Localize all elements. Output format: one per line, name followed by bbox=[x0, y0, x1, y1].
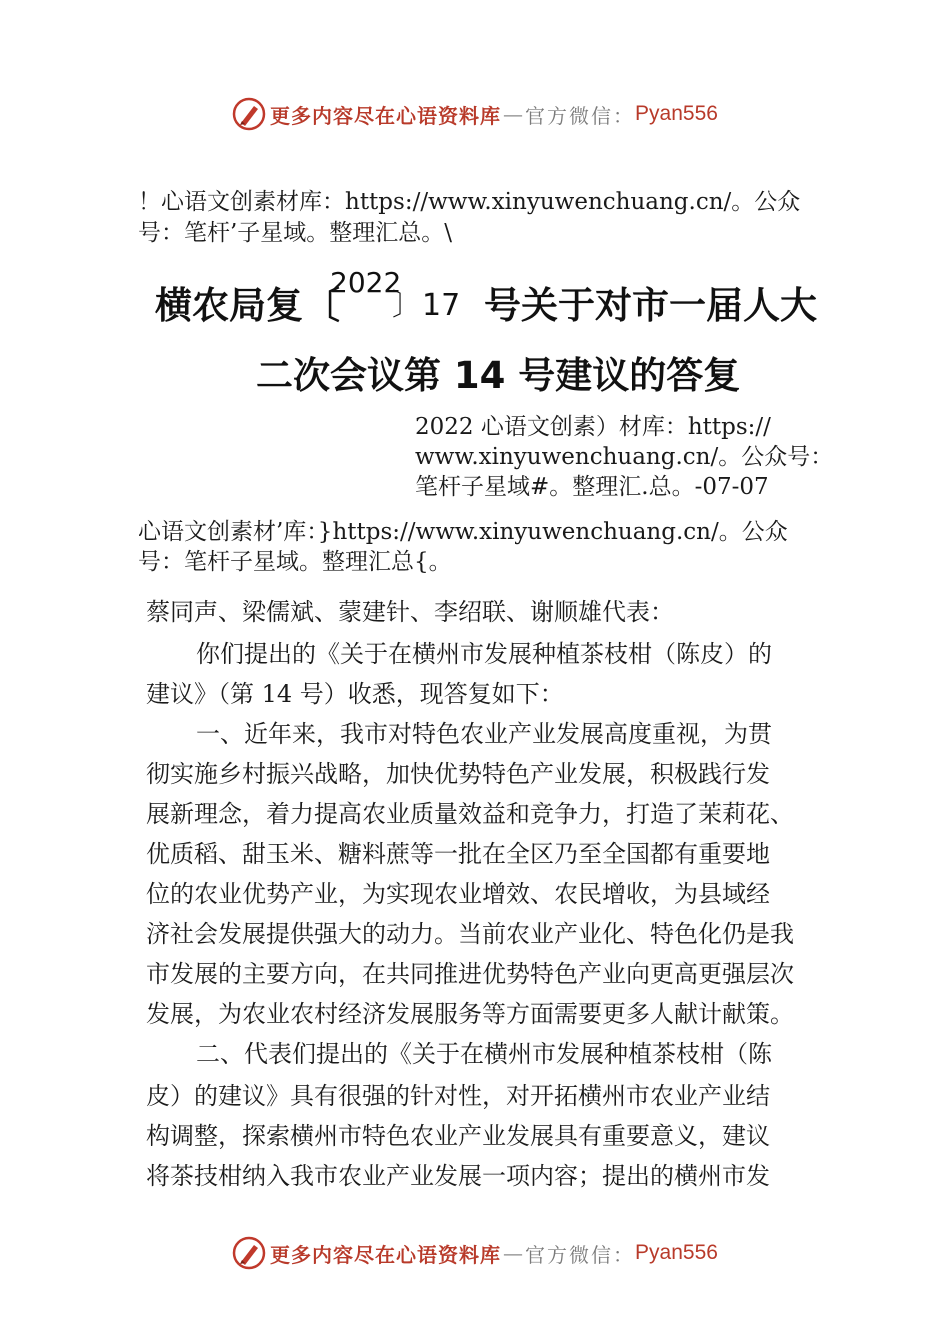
addressees: 蔡同声、梁儒斌、蒙建针、李绍联、谢顺雄代表： bbox=[146, 598, 674, 626]
watermark-separator: — bbox=[503, 102, 524, 126]
watermark-main-text: 更多内容尽在心语资料库 bbox=[270, 103, 502, 128]
watermark-separator: — bbox=[503, 1241, 524, 1265]
paragraph-2-line: 发展，为农业农村经济发展服务等方面需要更多人献计献策。 bbox=[146, 1000, 794, 1028]
title-year: 2022 bbox=[330, 266, 402, 299]
right-block-line-3: 笔杆子星域#。整理汇.总。-07-07 bbox=[415, 474, 769, 500]
paragraph-3-line: 皮）的建议》具有很强的针对性，对开拓横州市农业产业结 bbox=[146, 1082, 770, 1110]
paragraph-2-line: 彻实施乡村振兴战略，加快优势特色产业发展，积极践行发 bbox=[146, 760, 770, 788]
title-number: 〕17 bbox=[392, 288, 461, 323]
watermark-label: 官方微信： bbox=[525, 1242, 636, 1267]
watermark-top bbox=[0, 94, 950, 134]
header-note-line-1: ！心语文创素材库：https://www.xinyuwenchuang.cn/。公众 bbox=[138, 189, 801, 215]
pen-logo-icon bbox=[232, 97, 266, 131]
watermark-label: 官方微信： bbox=[525, 103, 636, 128]
paragraph-1-line: 你们提出的《关于在横州市发展种植茶枝柑（陈皮）的 bbox=[196, 640, 772, 668]
mid-note-line-2: 号：笔杆子星域。整理汇总{。 bbox=[138, 549, 452, 575]
watermark-wechat-id: Pyan556 bbox=[635, 1241, 718, 1264]
watermark-bottom bbox=[0, 1233, 950, 1273]
title-part-3: 号关于对市一届人大 bbox=[484, 284, 817, 327]
paragraph-3-line: 二、代表们提出的《关于在横州市发展种植茶枝柑（陈 bbox=[196, 1040, 772, 1068]
watermark-main-text: 更多内容尽在心语资料库 bbox=[270, 1242, 502, 1267]
pen-logo-icon bbox=[232, 1236, 266, 1270]
paragraph-2-line: 位的农业优势产业，为实现农业增效、农民增收，为县域经 bbox=[146, 880, 770, 908]
paragraph-2-line: 一、近年来，我市对特色农业产业发展高度重视，为贯 bbox=[196, 720, 772, 748]
title-line-2: 二次会议第 14 号建议的答复 bbox=[256, 354, 741, 397]
watermark-wechat-id: Pyan556 bbox=[635, 102, 718, 125]
paragraph-3-line: 将茶技柑纳入我市农业产业发展一项内容；提出的横州市发 bbox=[146, 1162, 770, 1190]
paragraph-1-line: 建议》（第 14 号）收悉，现答复如下： bbox=[146, 680, 564, 708]
paragraph-2-line: 济社会发展提供强大的动力。当前农业产业化、特色化仍是我 bbox=[146, 920, 794, 948]
title-part-1: 横农局复〔 bbox=[155, 284, 340, 327]
paragraph-3-line: 构调整，探索横州市特色农业产业发展具有重要意义，建议 bbox=[146, 1122, 770, 1150]
right-block-line-2: www.xinyuwenchuang.cn/。公众号： bbox=[415, 444, 834, 470]
header-note-line-2: 号：笔杆’子星域。整理汇总。\ bbox=[138, 220, 453, 246]
right-block-line-1: 2022 心语文创素）材库：https:// bbox=[415, 414, 771, 440]
paragraph-2-line: 优质稻、甜玉米、糖料蔗等一批在全区乃至全国都有重要地 bbox=[146, 840, 770, 868]
mid-note-line-1: 心语文创素材’库：}https://www.xinyuwenchuang.cn/。公众 bbox=[138, 519, 788, 545]
paragraph-2-line: 市发展的主要方向，在共同推进优势特色产业向更高更强层次 bbox=[146, 960, 794, 988]
paragraph-2-line: 展新理念，着力提高农业质量效益和竞争力，打造了茉莉花、 bbox=[146, 800, 794, 828]
